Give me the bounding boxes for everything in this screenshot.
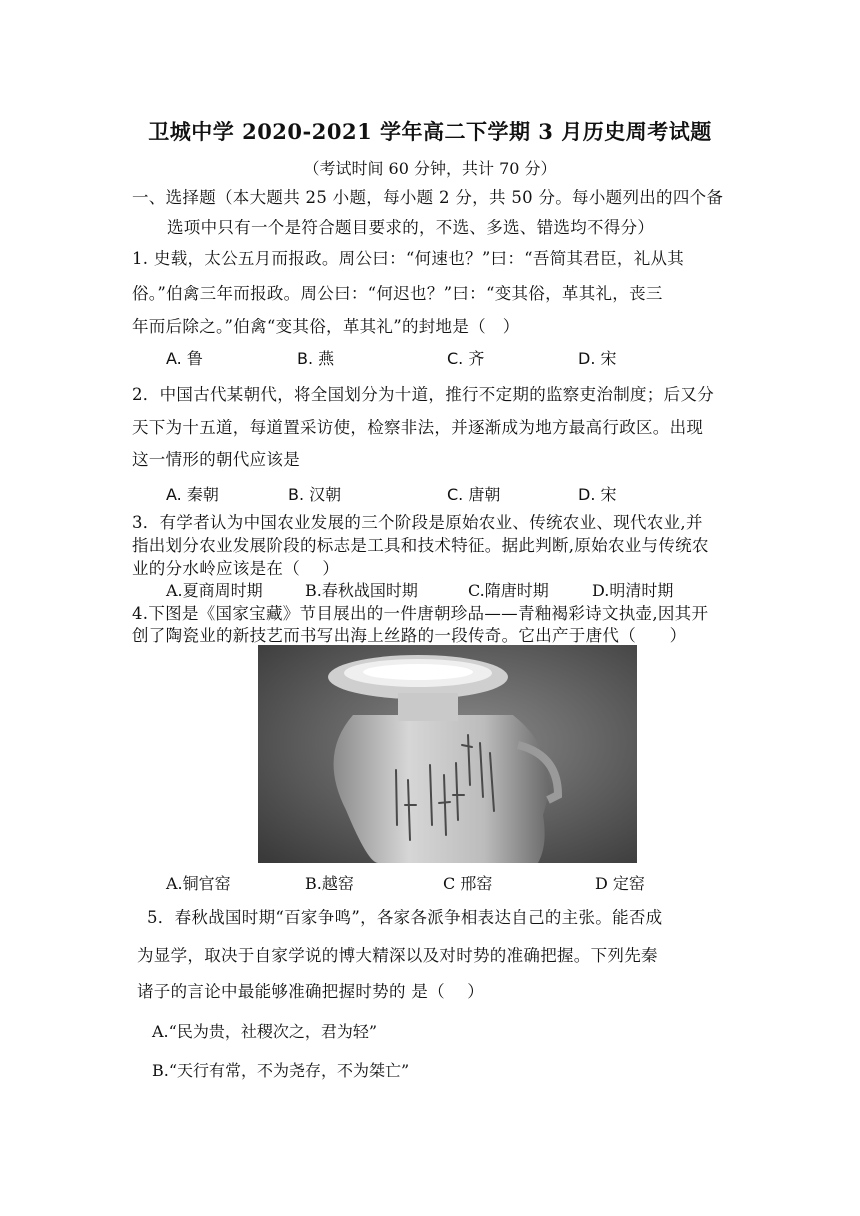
q4-text-line2: 创了陶瓷业的新技艺而书写出海上丝路的一段传奇。它出产于唐代（ ） [132, 626, 687, 645]
q5-text-line2: 为显学，取决于自家学说的博大精深以及对时势的准确把握。下列先秦 [137, 946, 658, 965]
q4-option-d: D 定窑 [595, 874, 645, 893]
q2-text-line3: 这一情形的朝代应该是 [132, 450, 300, 469]
q2-text-line2: 天下为十五道，每道置采访使，检察非法，并逐渐成为地方最高行政区。出现 [132, 418, 704, 437]
q2-text-line1: 2．中国古代某朝代，将全国划分为十道，推行不定期的监察吏治制度；后又分 [132, 385, 714, 404]
section-heading-line1: 一、选择题（本大题共 25 小题，每小题 2 分，共 50 分。每小题列出的四个备 [132, 188, 724, 207]
q3-text-line2: 指出划分农业发展阶段的标志是工具和技术特征。据此判断,原始农业与传统农 [132, 536, 709, 555]
q5-text-line3: 诸子的言论中最能够准确把握时势的 是（ ） [137, 982, 485, 1001]
q4-option-c: C 邢窑 [443, 874, 493, 893]
q2-option-c: C. 唐朝 [447, 485, 501, 504]
q2-option-b: B. 汉朝 [288, 485, 342, 504]
q5-text-line1: 5．春秋战国时期“百家争鸣”，各家各派争相表达自己的主张。能否成 [147, 908, 663, 927]
q3-option-d: D.明清时期 [592, 581, 674, 600]
section-heading-line2: 选项中只有一个是符合题目要求的，不选、多选、错选均不得分） [167, 218, 655, 237]
q3-text-line3: 业的分水岭应该是在（ ） [132, 559, 340, 578]
q1-text-line2: 俗。”伯禽三年而报政。周公曰：“何迟也？”曰：“变其俗，革其礼，丧三 [132, 284, 663, 303]
q3-text-line1: 3．有学者认为中国农业发展的三个阶段是原始农业、传统农业、现代农业,并 [132, 513, 703, 532]
q1-option-c: C. 齐 [447, 349, 485, 368]
q1-option-d: D. 宋 [578, 349, 617, 368]
q4-text-line1: 4.下图是《国家宝藏》节目展出的一件唐朝珍品——青釉褐彩诗文执壶,因其开 [132, 604, 709, 623]
q3-option-c: C.隋唐时期 [468, 581, 549, 600]
q5-option-b: B.“天行有常，不为尧存，不为桀亡” [152, 1061, 410, 1080]
q4-option-a: A.铜官窑 [166, 874, 231, 893]
q5-option-a: A.“民为贵，社稷次之，君为轻” [152, 1022, 378, 1041]
q1-option-b: B. 燕 [297, 349, 335, 368]
q2-option-a: A. 秦朝 [166, 485, 219, 504]
q1-option-a: A. 鲁 [166, 349, 203, 368]
q3-option-a: A.夏商周时期 [166, 581, 263, 600]
q2-option-d: D. 宋 [578, 485, 617, 504]
ewer-photo [258, 645, 637, 863]
exam-subtitle: （考试时间 60 分钟，共计 70 分） [303, 159, 557, 178]
q1-text-line1: 1. 史载，太公五月而报政。周公曰：“何速也？”曰：“吾简其君臣，礼从其 [132, 249, 685, 268]
q3-option-b: B.春秋战国时期 [305, 581, 418, 600]
q4-option-b: B.越窑 [305, 874, 354, 893]
exam-title: 卫城中学 2020-2021 学年高二下学期 3 月历史周考试题 [148, 119, 712, 144]
q1-text-line3: 年而后除之。”伯禽“变其俗，革其礼”的封地是（ ） [132, 317, 520, 336]
